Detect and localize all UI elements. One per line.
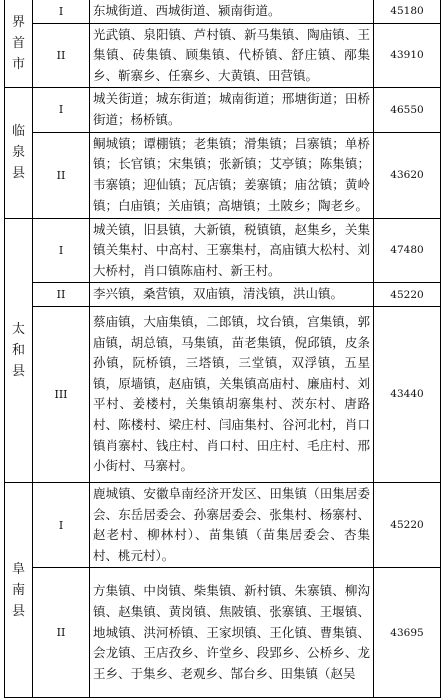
areas-cell: 鹿城镇、安徽阜南经济开发区、田集镇（田集居委会、东岳居委会、孙寨居委会、张集村、杨寨村、赵老村、柳林村）、苗集镇（苗集居委会、杏集村、桃元村）。 [90, 482, 374, 567]
region-cell [5, 0, 33, 88]
table-row [5, 568, 441, 698]
region-cell [5, 482, 33, 697]
region-name: 太 和 县 [11, 321, 25, 379]
table-row [5, 283, 441, 307]
table-row [5, 0, 441, 23]
table-row [5, 482, 441, 567]
region-cell [5, 88, 33, 218]
region-name: 临 泉 县 [11, 124, 25, 182]
value-cell: 45220 [374, 283, 441, 307]
table-row [5, 218, 441, 283]
value-cell: 43910 [374, 23, 441, 88]
areas-cell: 鲖城镇；谭棚镇；老集镇；滑集镇；吕寨镇；单桥镇；长官镇；宋集镇；张新镇；艾亭镇；陈集镇；韦寨镇；迎仙镇；瓦店镇；姜寨镇；庙岔镇；黄岭镇；白庙镇；关庙镇；高塘镇；土陂乡；陶老乡。 [90, 132, 374, 218]
tier-cell: II [33, 23, 90, 88]
areas-cell: 城关镇，旧县镇，大新镇，税镇镇，赵集乡，关集镇关集村、中高村、王寨集村，高庙镇大松村、刘大桥村，肖口镇陈庙村、新王村。 [90, 218, 374, 283]
areas-cell: 东城街道、西城街道、颍南街道。 [90, 0, 374, 23]
tier-cell: II [33, 283, 90, 307]
region-name: 阜 南 县 [11, 561, 25, 619]
value-cell: 45180 [374, 0, 441, 23]
table-row [5, 132, 441, 218]
value-cell: 43440 [374, 306, 441, 482]
value-cell: 47480 [374, 218, 441, 283]
tier-cell: III [33, 306, 90, 482]
tier-cell: I [33, 0, 90, 23]
areas-cell: 蔡庙镇，大庙集镇，二郎镇，坟台镇，宫集镇，郭庙镇，胡总镇，马集镇，苗老集镇，倪邱镇，皮条孙镇，阮桥镇，三塔镇，三堂镇，双浮镇，五星镇，原墙镇，赵庙镇，关集镇高庙村、廉庙村、刘平村、姜楼村，关集镇胡寨集村、茨东村、唐路村、陈楼村、梁庄村、闫庙集村、谷河北村，肖口镇肖寨村、钱庄村、肖口村、田庄村、毛庄村、邢小街村、马寨村。 [90, 306, 374, 482]
tier-cell: II [33, 568, 90, 698]
value-cell: 43695 [374, 568, 441, 698]
value-cell: 45220 [374, 482, 441, 567]
table-row [5, 23, 441, 88]
tier-cell: I [33, 218, 90, 283]
wage-standard-table [4, 0, 441, 698]
tier-cell: I [33, 88, 90, 132]
region-name: 界 首 市 [11, 15, 25, 73]
areas-cell: 光武镇、泉阳镇、芦村镇、新马集镇、陶庙镇、王集镇、砖集镇、顾集镇、代桥镇、舒庄镇、邴集乡、靳寨乡、任寨乡、大黄镇、田营镇。 [90, 23, 374, 88]
tier-cell: I [33, 482, 90, 567]
areas-cell: 方集镇、中岗镇、柴集镇、新村镇、朱寨镇、柳沟镇、赵集镇、黄岗镇、焦陂镇、张寨镇、王堰镇、地城镇、洪河桥镇、王家坝镇、王化镇、曹集镇、会龙镇、王店孜乡、许堂乡、段郢乡、公桥乡、龙王乡、于集乡、老观乡、郜台乡、田集镇（赵吴 [90, 568, 374, 698]
region-cell [5, 218, 33, 482]
tier-cell: II [33, 132, 90, 218]
table-row [5, 306, 441, 482]
value-cell: 43620 [374, 132, 441, 218]
value-cell: 46550 [374, 88, 441, 132]
table-row [5, 88, 441, 132]
areas-cell: 李兴镇，桑营镇，双庙镇，清浅镇，洪山镇。 [90, 283, 374, 307]
areas-cell: 城关街道；城东街道；城南街道；邢塘街道；田桥街道；杨桥镇。 [90, 88, 374, 132]
